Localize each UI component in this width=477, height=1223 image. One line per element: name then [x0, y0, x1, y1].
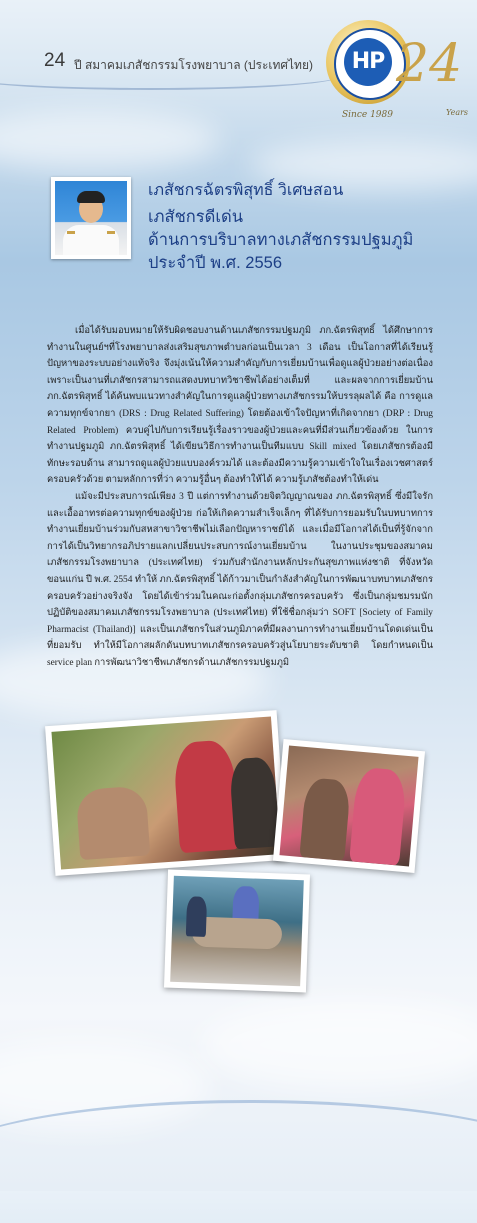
award-title [148, 206, 448, 275]
home-visit-image-1 [51, 716, 280, 869]
logo-since-label: Since 1989 [342, 110, 393, 120]
logo-years-label: Years [446, 108, 469, 117]
logo-hp-mark: HP [344, 38, 392, 86]
person-figure [76, 785, 151, 860]
home-visit-photo-1 [45, 710, 287, 876]
award-line-3: ประจำปี พ.ศ. 2556 [148, 254, 282, 272]
page-number: 24 [44, 50, 66, 71]
logo-anniversary-number: 24 [396, 34, 463, 94]
portrait-image [55, 181, 127, 255]
header-title: ปี สมาคมเภสัชกรรมโรงพยาบาล (ประเทศไทย) [74, 58, 313, 72]
person-figure [229, 756, 280, 849]
association-logo [326, 20, 476, 130]
uniform-epaulette [107, 231, 115, 234]
home-visit-image-3 [170, 876, 304, 986]
article-body [47, 323, 433, 671]
background-cloud [0, 110, 220, 170]
bottom-swoosh [0, 1100, 477, 1223]
home-visit-image-2 [279, 746, 418, 867]
uniform-epaulette [67, 231, 75, 234]
body-paragraph-2: แม้จะมีประสบการณ์เพียง 3 ปี แต่การทำงานด้วยจิตวิญญาณของ ภก.ฉัตรพิสุทธิ์ ซึ่งมีใจรักและเอื้ออาทรต่อความทุกข์ของผู้ป่วย ก่อให้เกิดความสำเร็จเล็กๆ ที่ได้รับการยอมรับในบทบาทการทำงานเยี่ยมบ้านร่วมกับสหสาขาวิชาชีพไม่เลือกปัญหาราชย์ได้ และเมื่อมีโอกาสได้เป็นที่รู้จักจากการได้เป็นวิทยากรอภิปรายแลกเปลี่ยนประสบการณ์งานเยี่ยมบ้าน ในงานประชุมของสมาคมเภสัชกรรมโรงพยาบาล (ประเทศไทย) ร่วมกับสำนักงานหลักประกันสุขภาพแห่งชาติ ที่จังหวัดขอนแก่น ปี พ.ศ. 2554 ทำให้ ภก.ฉัตรพิสุทธิ์ ได้ก้าวมาเป็นกำลังสำคัญในการพัฒนาบทบาทเภสัชกรครอบครัวอย่างจริงจัง โดยได้เข้าร่วมในคณะก่อตั้งกลุ่มเภสัชกรครอบครัว ซึ่งเป็นกลุ่มชมรมนักปฏิบัติของสมาคมเภสัชกรรมโรงพยาบาล (ประเทศไทย) ที่ใช้ชื่อกลุ่มว่า SOFT [Society of Family Pharmacist (Thailand)] และเป็นเภสัชกรในส่วนภูมิภาคที่มีผลงานการทำงานเยี่ยมบ้านโดดเด่นเป็นที่ยอมรับ ทำให้มีโอกาสผลักดันบทบาทเภสัชกรครอบครัวสู่นโยบายระดับชาติ โดยกำหนดเป็น service plan การพัฒนาวิชาชีพเภสัชกรด้านเภสัชกรรมปฐมภูมิ [47, 491, 433, 668]
portrait-photo [51, 177, 131, 259]
person-figure [173, 739, 241, 853]
portrait-hair [77, 191, 105, 203]
person-figure [186, 896, 207, 937]
recipient-name: เภสัชกรฉัตรพิสุทธิ์ วิเศษสอน [148, 182, 344, 199]
home-visit-photo-3 [164, 870, 310, 993]
award-line-1: เภสัชกรดีเด่น [148, 208, 243, 226]
home-visit-photo-2 [273, 739, 425, 873]
person-figure [299, 777, 351, 861]
person-figure [349, 767, 407, 866]
body-paragraph-1: เมื่อได้รับมอบหมายให้รับผิดชอบงานด้านเภสัชกรรมปฐมภูมิ ภก.ฉัตรพิสุทธิ์ ได้ศึกษาการทำงานในศูนย์ฯที่โรงพยาบาลส่งเสริมสุขภาพตำบลก่อนเป็นเวลา 3 เดือน เป็นโอกาสที่ได้เรียนรู้ปัญหาของระบบอย่างแท้จริง จึงมุ่งเน้นให้ความสำคัญกับการเยี่ยมบ้านเพื่อดูแลผู้ป่วยอย่างต่อเนื่อง เพราะเป็นงานที่เภสัชกรสามารถแสดงบทบาทวิชาชีพได้อย่างเต็มที่ และผลจากการเยี่ยมบ้าน ภก.ฉัตรพิสุทธิ์ ได้ค้นพบแนวทางสำคัญในการดูแลผู้ป่วยทางเภสัชกรรมให้บรรลุผลได้ คือ การดูแลความทุกข์จากยา (DRS : Drug Related Suffering) โดยต้องเข้าใจปัญหาที่เกิดจากยา (DRP : Drug Related Problem) ควบคู่ไปกับการเรียนรู้เรื่องราวของผู้ป่วยและคนที่มีส่วนเกี่ยวข้องด้วย ในการทำงานปฐมภูมิ ภก.ฉัตรพิสุทธิ์ ได้เขียนวิธีการทำงานเป็นทีมแบบ Skill mixed โดยเภสัชกรต้องมีทักษะรอบด้าน สามารถดูแลผู้ป่วยแบบองค์รวมได้ และต้องมีความรู้ความเข้าใจในเรื่องเวชศาสตร์ครอบครัวด้วย ตามหลักการที่ว่า ความรู้อื่นๆ ต้องทำให้ได้ ความรู้เภสัชต้องทำให้เด่น [47, 326, 433, 486]
award-line-2: ด้านการบริบาลทางเภสัชกรรมปฐมภูมิ [148, 231, 414, 249]
portrait-uniform [63, 225, 119, 255]
background-cloud [200, 1000, 477, 1090]
